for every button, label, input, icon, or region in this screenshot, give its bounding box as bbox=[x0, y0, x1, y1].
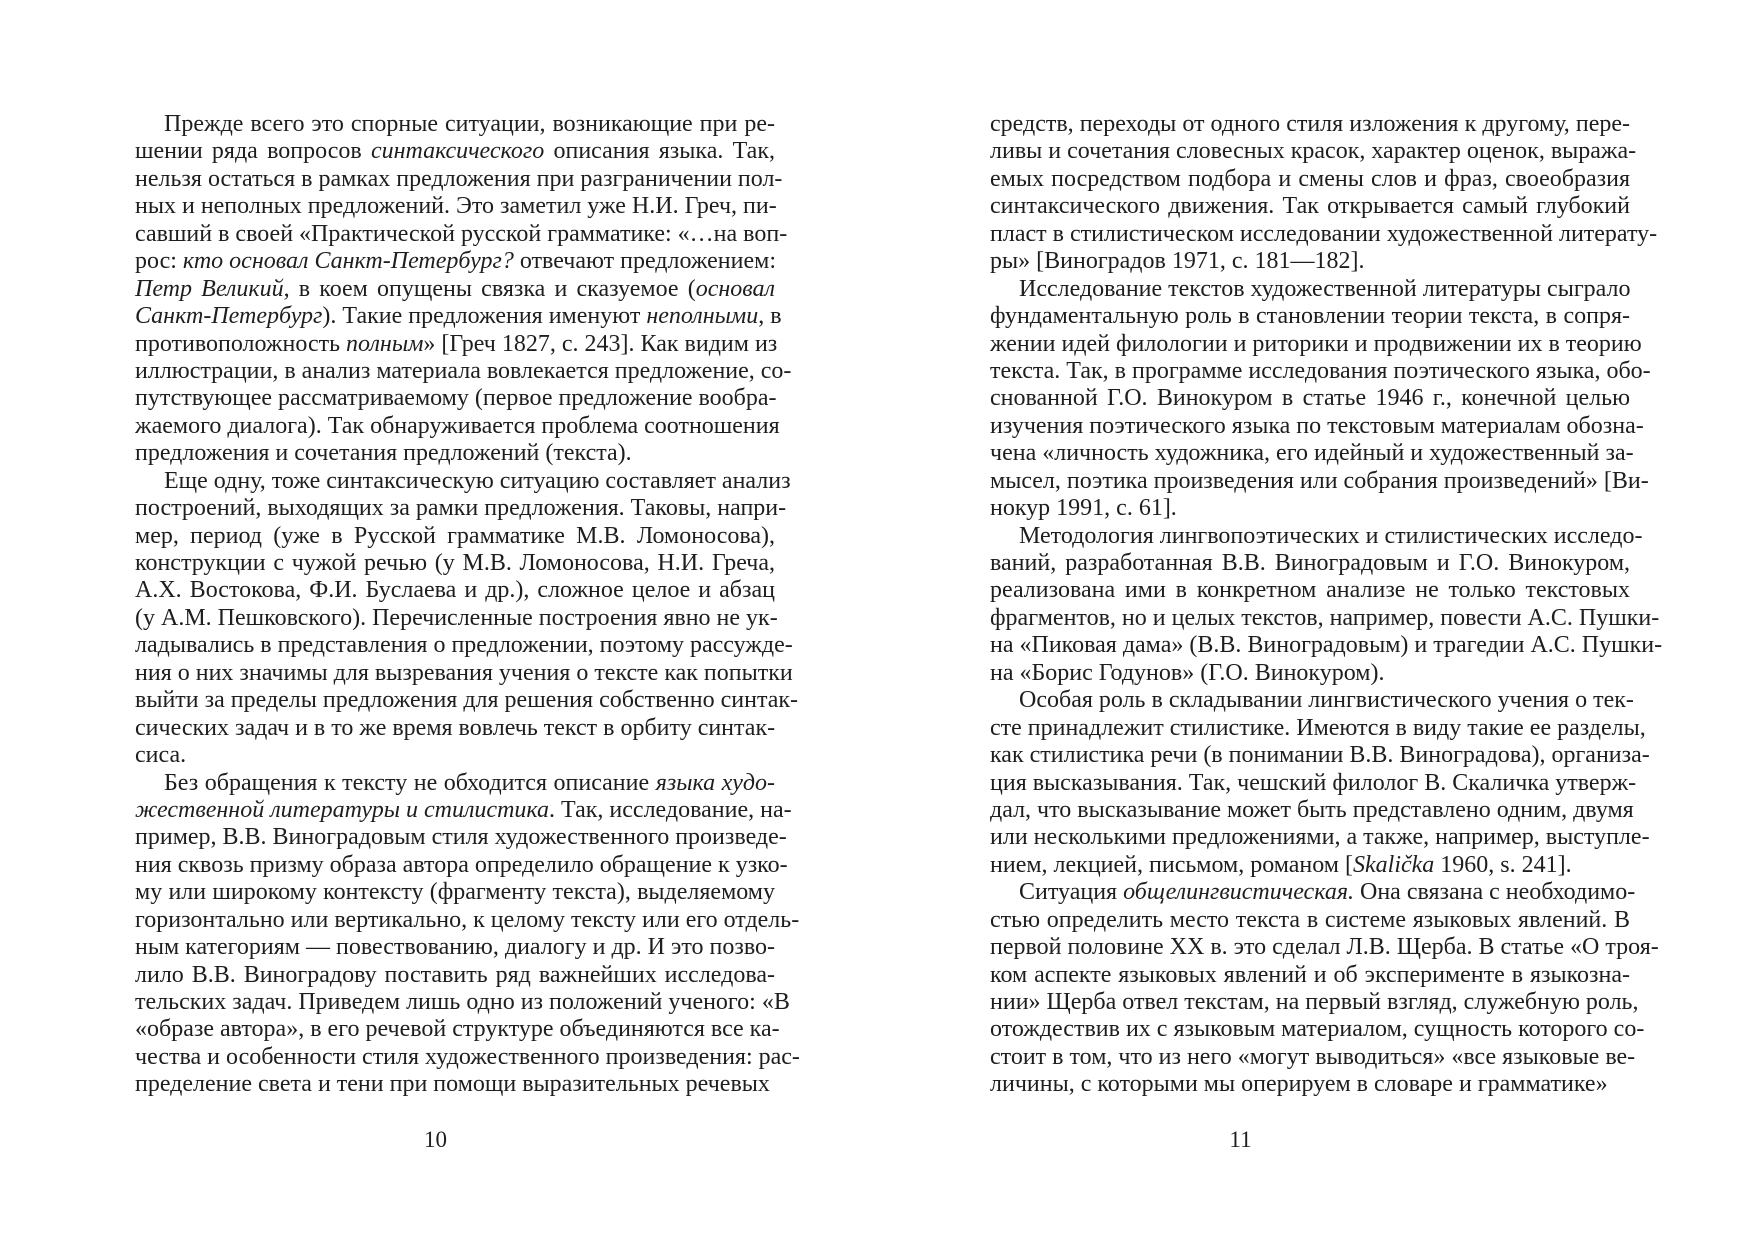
text-run: нокур 1991, с. 61]. bbox=[990, 495, 1177, 522]
text-run: ных и неполных предложений. Это заметил уже Н.И. Греч, пи- bbox=[135, 193, 777, 220]
text-line bbox=[135, 687, 799, 714]
italic-text: Петр Великий bbox=[135, 275, 284, 302]
text-line bbox=[990, 742, 1650, 769]
text-line bbox=[990, 138, 1637, 165]
text-run: иллюстрации, в анализ материала вовлекается предложение, со- bbox=[135, 357, 792, 384]
text-run: му или широкому контексту (фрагменту текста), выделяемому bbox=[135, 879, 775, 906]
text-line bbox=[990, 166, 1630, 193]
text-run: ладывались в представления о предложении, поэтому рассужде- bbox=[135, 632, 793, 659]
text-line bbox=[990, 440, 1634, 467]
text-line bbox=[990, 934, 1659, 961]
text-run: фундаментальную роль в становлении теории текста, в сопря- bbox=[990, 303, 1630, 330]
text-run: горизонтально или вертикально, к целому тексту или его отдель- bbox=[135, 906, 800, 933]
text-run: ком аспекте языковых явлений и об эксперименте в языкозна- bbox=[990, 961, 1630, 988]
text-line bbox=[135, 742, 775, 769]
text-line bbox=[990, 907, 1630, 934]
text-line bbox=[990, 495, 1630, 522]
text-line bbox=[990, 824, 1650, 851]
text-run: путствующее рассматриваемому (первое предложение вообра- bbox=[135, 385, 777, 412]
text-run: пласт в стилистическом исследовании художественной литерату- bbox=[990, 220, 1658, 247]
text-line bbox=[135, 385, 775, 412]
right-page-text bbox=[990, 111, 1663, 1099]
text-run: снованной Г.О. Винокуром в статье 1946 г., конечной целью bbox=[990, 385, 1630, 412]
text-line bbox=[135, 523, 775, 550]
text-line bbox=[135, 248, 775, 275]
text-line bbox=[135, 906, 800, 934]
text-line bbox=[990, 303, 1630, 330]
text-run: ния сквозь призму образа автора определило обращение к узко- bbox=[135, 851, 788, 878]
right-page bbox=[878, 0, 1755, 1240]
text-line bbox=[990, 385, 1630, 412]
text-line bbox=[135, 577, 775, 604]
text-run: лило В.В. Виноградову поставить ряд важнейших исследова- bbox=[135, 961, 775, 988]
text-line bbox=[990, 193, 1630, 220]
text-line bbox=[135, 632, 793, 659]
text-run: » [Греч 1827, с. 243]. Как видим из bbox=[423, 330, 778, 357]
text-run: сических задач и в то же время вовлечь текст в орбиту синтак- bbox=[135, 714, 776, 741]
text-run: жаемого диалога). Так обнаруживается проблема соотношения bbox=[135, 412, 780, 439]
text-line bbox=[990, 660, 1630, 687]
text-run: конструкции с чужой речью (у М.В. Ломоносова, Н.И. Греча, bbox=[135, 550, 775, 576]
text-run: фрагментов, но и целых текстов, например, повести А.С. Пушки- bbox=[990, 604, 1660, 631]
text-line bbox=[135, 1016, 780, 1043]
text-line bbox=[135, 412, 780, 440]
page-number-left: 10 bbox=[424, 1127, 447, 1152]
text-line bbox=[990, 879, 1636, 906]
text-line bbox=[990, 522, 1643, 550]
text-run: первой половине XX в. это сделал Л.В. Щерба. В статье «О троя- bbox=[990, 934, 1659, 961]
text-run: текста. Так, в программе исследования поэтического языка, обо- bbox=[990, 357, 1651, 384]
text-run: емых посредством подбора и смены слов и фраз, своеобразия bbox=[990, 165, 1630, 192]
text-run: 1960, s. 241]. bbox=[1434, 851, 1572, 878]
text-run: , в коем опущены связка и сказуемое ( bbox=[283, 275, 696, 302]
text-run: описания языка. Так, bbox=[544, 138, 775, 165]
italic-text: общелингвистическая. bbox=[1123, 879, 1354, 906]
text-line bbox=[990, 687, 1634, 714]
text-run: нии» Щерба отвел текстам, на первый взгляд, служебную роль, bbox=[990, 989, 1639, 1015]
text-run: изучения поэтического языка по текстовым материалам обозна- bbox=[990, 412, 1644, 439]
page-number-right: 11 bbox=[1229, 1127, 1252, 1152]
text-run: чена «личность художника, его идейный и художественный за- bbox=[990, 440, 1634, 467]
italic-text: жественной литературы и стилистика bbox=[135, 796, 550, 823]
text-run: стоит в том, что из него «могут выводиться» «все языковые ве- bbox=[990, 1043, 1636, 1070]
text-line bbox=[990, 220, 1658, 248]
text-line bbox=[990, 1016, 1645, 1043]
text-line bbox=[990, 412, 1644, 440]
italic-text: синтаксического bbox=[370, 138, 545, 165]
italic-text: Санкт-Петербург bbox=[135, 303, 323, 330]
text-line bbox=[990, 604, 1660, 632]
text-run: как стилистика речи (в понимании В.В. Виноградова), организа- bbox=[990, 742, 1650, 769]
text-line bbox=[990, 330, 1642, 358]
text-run: Ситуация bbox=[1019, 879, 1124, 906]
text-line bbox=[990, 357, 1651, 385]
text-line bbox=[135, 550, 775, 577]
text-line bbox=[135, 962, 775, 989]
text-line bbox=[135, 495, 787, 522]
text-run: тельских задач. Приведем лишь одно из положений ученого: «В bbox=[135, 989, 790, 1015]
text-line bbox=[990, 111, 1630, 138]
text-line bbox=[135, 715, 775, 742]
italic-text: языка худо- bbox=[655, 769, 775, 796]
text-line bbox=[990, 1071, 1630, 1098]
text-line bbox=[990, 796, 1634, 824]
text-run: А.Х. Востокова, Ф.И. Буслаева и др.), сложное целое и абзац bbox=[135, 577, 775, 604]
text-line bbox=[990, 714, 1646, 742]
text-run: Особая роль в складывании лингвистического учения о тек- bbox=[1019, 687, 1634, 714]
text-run: савший в своей «Практической русской грамматике: «…на воп- bbox=[135, 220, 788, 247]
text-run: (у А.М. Пешковского). Перечисленные построения явно не ук- bbox=[135, 604, 778, 631]
text-line bbox=[135, 1071, 775, 1098]
text-run: ). Такие предложения именуют bbox=[322, 303, 647, 330]
text-run: жении идей филологии и риторики и продвижении их в теорию bbox=[990, 330, 1642, 357]
text-run: «образе автора», в его речевой структуре объединяются все ка- bbox=[135, 1016, 780, 1043]
text-run: дал, что высказывание может быть представлено одним, двумя bbox=[990, 796, 1634, 823]
text-line bbox=[135, 111, 775, 138]
text-line bbox=[135, 934, 775, 961]
text-run: сте принадлежит стилистике. Имеются в виду такие ее разделы, bbox=[990, 714, 1646, 741]
text-line bbox=[135, 330, 778, 358]
text-run: сиса. bbox=[135, 742, 187, 769]
text-run: на «Борис Годунов» (Г.О. Винокуром). bbox=[990, 659, 1385, 686]
text-line bbox=[990, 577, 1630, 604]
italic-text: неполными bbox=[646, 303, 759, 330]
text-line bbox=[990, 769, 1637, 797]
text-line bbox=[135, 467, 791, 495]
text-run: Еще одну, тоже синтаксическую ситуацию составляет анализ bbox=[164, 467, 791, 494]
text-line bbox=[135, 303, 782, 330]
text-run: ваний, разработанная В.В. Виноградовым и Г.О. Винокуром, bbox=[990, 550, 1630, 576]
italic-text: Skalička bbox=[1353, 851, 1435, 878]
text-run: личины, с которыми мы оперируем в словаре и грамматике» bbox=[990, 1071, 1608, 1098]
text-run: ния о них значимы для вызревания учения о тексте как попытки bbox=[135, 659, 793, 686]
text-line bbox=[135, 220, 788, 248]
text-line bbox=[135, 357, 792, 385]
text-line bbox=[990, 989, 1639, 1016]
text-run: нельзя остаться в рамках предложения при разграничении пол- bbox=[135, 165, 783, 192]
text-line bbox=[135, 193, 775, 220]
text-line bbox=[135, 1043, 800, 1071]
italic-text: основал bbox=[695, 275, 776, 302]
text-line bbox=[990, 1043, 1636, 1071]
left-page bbox=[0, 0, 877, 1240]
text-line bbox=[990, 248, 1630, 275]
text-run: Без обращения к тексту не обходится описание bbox=[164, 769, 656, 796]
text-line bbox=[990, 962, 1630, 989]
text-run: средств, переходы от одного стиля изложения к другому, пере- bbox=[990, 111, 1630, 137]
text-run: мер, период (уже в Русской грамматике М.В. Ломоносова), bbox=[135, 522, 775, 549]
text-line bbox=[135, 440, 775, 467]
text-line bbox=[135, 879, 775, 906]
text-run: Прежде всего это спорные ситуации, возникающие при ре- bbox=[164, 111, 775, 137]
text-run: отвечают предложением: bbox=[513, 248, 776, 275]
text-line bbox=[990, 852, 1630, 879]
text-line bbox=[135, 824, 787, 851]
text-line bbox=[135, 276, 775, 303]
text-line bbox=[135, 770, 775, 797]
text-run: ным категориям — повествованию, диалогу и др. И это позво- bbox=[135, 934, 775, 961]
text-line bbox=[135, 851, 788, 879]
text-run: мысел, поэтика произведения или собрания произведений» [Ви- bbox=[990, 467, 1649, 494]
text-run: реализована ими в конкретном анализе не только текстовых bbox=[990, 577, 1630, 604]
text-run: шении ряда вопросов bbox=[135, 138, 371, 165]
text-run: или несколькими предложениями, а также, например, выступле- bbox=[990, 824, 1650, 851]
text-run: отождествив их с языковым материалом, сущность которого со- bbox=[990, 1016, 1645, 1043]
text-run: пределение света и тени при помощи выразительных речевых bbox=[135, 1071, 770, 1098]
text-run: Методология лингвопоэтических и стилистических исследо- bbox=[1019, 522, 1643, 549]
text-line bbox=[135, 659, 793, 687]
text-run: нием, лекцией, письмом, романом [ bbox=[990, 851, 1353, 878]
text-line bbox=[990, 632, 1663, 659]
text-line bbox=[135, 989, 790, 1016]
text-run: построений, выходящих за рамки предложения. Таковы, напри- bbox=[135, 495, 787, 522]
text-line bbox=[990, 276, 1630, 303]
text-run: пример, В.В. Виноградовым стиля художественного произведе- bbox=[135, 824, 787, 851]
text-run: рос: bbox=[135, 248, 183, 275]
text-line bbox=[135, 165, 783, 193]
text-run: ция высказывания. Так, чешский филолог В. Скаличка утверж- bbox=[990, 769, 1637, 796]
text-run: Исследование текстов художественной литературы сыграло bbox=[1019, 275, 1631, 302]
text-line bbox=[135, 796, 792, 824]
text-run: на «Пиковая дама» (В.В. Виноградовым) и трагедии А.С. Пушки- bbox=[990, 632, 1663, 659]
italic-text: кто основал Санкт-Петербург? bbox=[182, 248, 514, 275]
text-run: стью определить место текста в системе языковых явлений. В bbox=[990, 906, 1630, 933]
text-run: противоположность bbox=[135, 330, 347, 357]
left-page-text bbox=[135, 111, 800, 1099]
text-run: , в bbox=[758, 303, 782, 330]
text-run: выйти за пределы предложения для решения собственно синтак- bbox=[135, 687, 799, 714]
text-line bbox=[990, 550, 1630, 577]
italic-text: полным bbox=[346, 330, 424, 357]
text-run: Она связана с необходимо- bbox=[1353, 879, 1636, 906]
text-line bbox=[135, 604, 778, 632]
text-line bbox=[990, 467, 1649, 495]
text-run: ры» [Виноградов 1971, с. 181—182]. bbox=[990, 248, 1365, 275]
text-run: синтаксического движения. Так открывается самый глубокий bbox=[990, 193, 1630, 220]
text-line bbox=[135, 138, 775, 165]
text-run: чества и особенности стиля художественного произведения: рас- bbox=[135, 1043, 800, 1070]
text-run: ливы и сочетания словесных красок, характер оценок, выража- bbox=[990, 138, 1637, 165]
text-run: предложения и сочетания предложений (текста). bbox=[135, 440, 632, 467]
text-run: . Так, исследование, на- bbox=[549, 796, 792, 823]
